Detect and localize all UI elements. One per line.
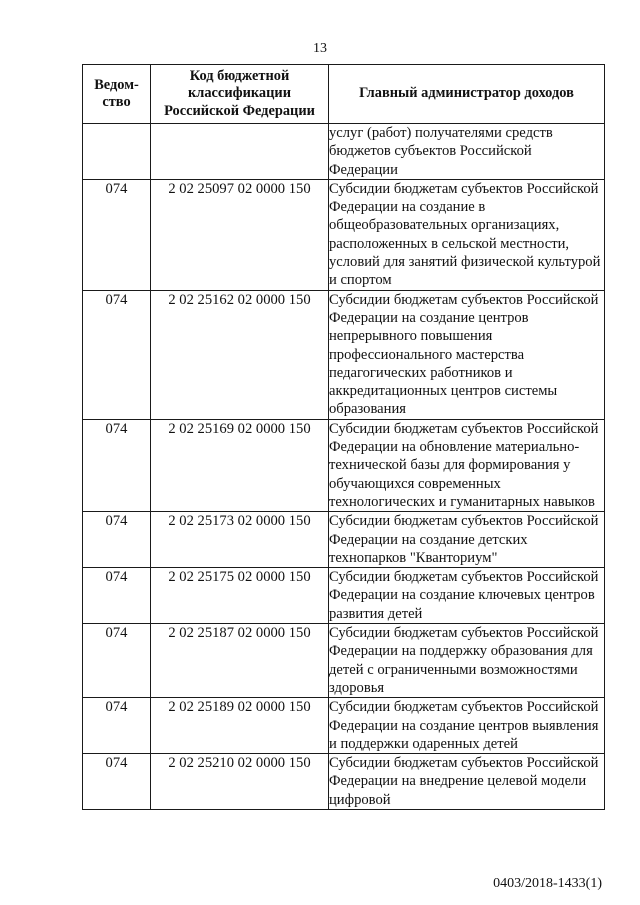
cell-budget-code: 2 02 25162 02 0000 150 (151, 290, 329, 419)
cell-budget-code: 2 02 25187 02 0000 150 (151, 624, 329, 698)
table-row (83, 290, 605, 419)
table-row (83, 568, 605, 624)
table-row (83, 179, 605, 290)
cell-budget-code: 2 02 25175 02 0000 150 (151, 568, 329, 624)
cell-budget-code: 2 02 25189 02 0000 150 (151, 698, 329, 754)
table-header-row (83, 65, 605, 124)
cell-description: услуг (работ) получателями средств бюджетов субъектов Российской Федерации (329, 124, 605, 180)
cell-budget-code: 2 02 25097 02 0000 150 (151, 179, 329, 290)
cell-budget-code: 2 02 25210 02 0000 150 (151, 754, 329, 810)
header-department: Ведом- ство (83, 65, 151, 124)
document-id: 0403/2018-1433(1) (493, 876, 602, 891)
cell-department (83, 124, 151, 180)
cell-description: Субсидии бюджетам субъектов Российской Федерации на создание центров выявления и поддержки одаренных детей (329, 698, 605, 754)
cell-department: 074 (83, 419, 151, 511)
cell-description: Субсидии бюджетам субъектов Российской Федерации на создание в общеобразовательных организациях, расположенных в сельской местности, условий для занятий физической культурой и спортом (329, 179, 605, 290)
cell-department: 074 (83, 290, 151, 419)
cell-department: 074 (83, 179, 151, 290)
cell-description: Субсидии бюджетам субъектов Российской Федерации на внедрение целевой модели цифровой (329, 754, 605, 810)
cell-description: Субсидии бюджетам субъектов Российской Федерации на создание центров непрерывного повышения профессионального мастерства педагогических работников и аккредитационных центров системы образования (329, 290, 605, 419)
page-number: 13 (313, 41, 327, 56)
cell-description: Субсидии бюджетам субъектов Российской Федерации на создание ключевых центров развития детей (329, 568, 605, 624)
table-row (83, 419, 605, 511)
cell-description: Субсидии бюджетам субъектов Российской Федерации на поддержку образования для детей с ограниченными возможностями здоровья (329, 624, 605, 698)
table-row (83, 754, 605, 810)
header-revenue-administrator: Главный администратор доходов (329, 65, 605, 124)
cell-department: 074 (83, 754, 151, 810)
header-budget-code: Код бюджетной классификации Российской Федерации (151, 65, 329, 124)
table-row (83, 698, 605, 754)
cell-department: 074 (83, 624, 151, 698)
budget-classification-table (82, 64, 605, 810)
cell-department: 074 (83, 568, 151, 624)
table-row (83, 124, 605, 180)
cell-budget-code: 2 02 25173 02 0000 150 (151, 512, 329, 568)
cell-budget-code (151, 124, 329, 180)
cell-description: Субсидии бюджетам субъектов Российской Федерации на создание детских технопарков "Кванториум" (329, 512, 605, 568)
table-row (83, 512, 605, 568)
cell-description: Субсидии бюджетам субъектов Российской Федерации на обновление материально-технической базы для формирования у обучающихся современных технологических и гуманитарных навыков (329, 419, 605, 511)
cell-department: 074 (83, 512, 151, 568)
table-row (83, 624, 605, 698)
cell-budget-code: 2 02 25169 02 0000 150 (151, 419, 329, 511)
cell-department: 074 (83, 698, 151, 754)
